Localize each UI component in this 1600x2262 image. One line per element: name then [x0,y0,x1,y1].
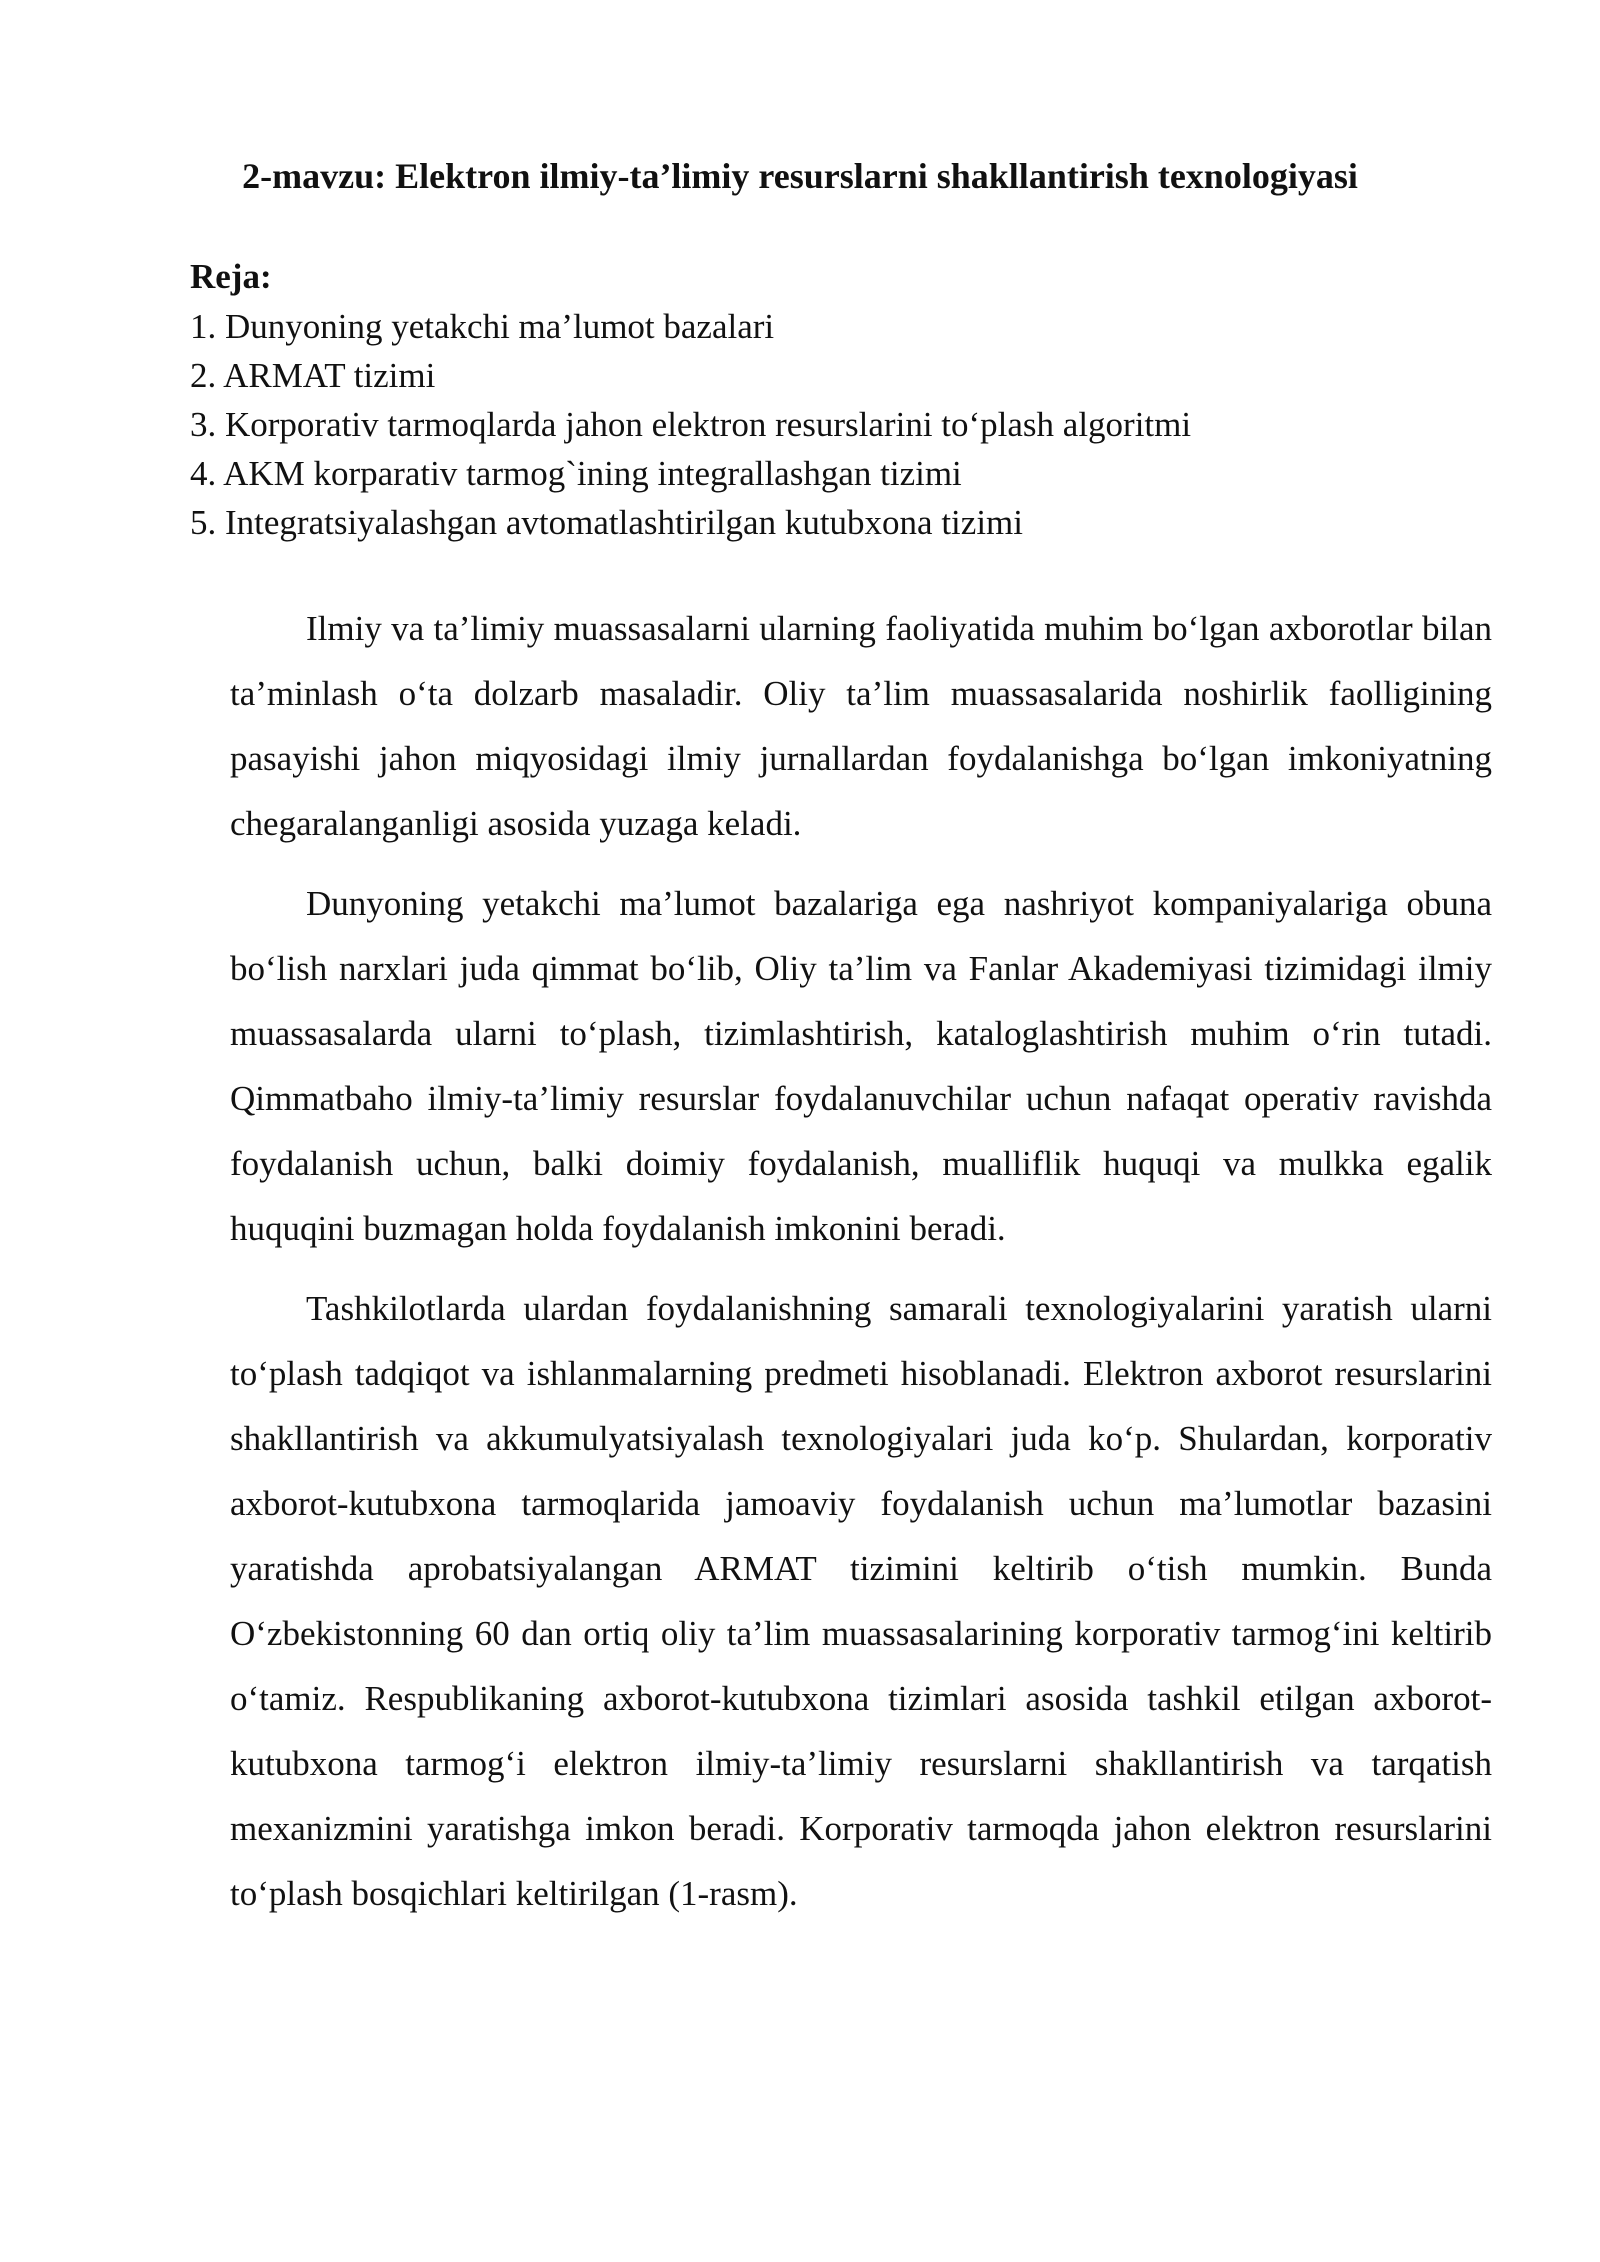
plan-item: 4. AKM korparativ tarmog`ining integrallashgan tizimi [190,454,962,493]
paragraph: Ilmiy va ta’limiy muassasalarni ularning faoliyatida muhim bo‘lgan axborotlar bilan ta’minlash o‘ta dolzarb masaladir. Oliy ta’lim muassasalarida noshirlik faolligining pasayishi jahon miqyosidagi ilmiy jurnallardan foydalanishga bo‘lgan imkoniyatning chegaralanganligi asosida yuzaga keladi. [230,609,1492,843]
body-text [230,596,1492,1941]
plan-item: 3. Korporativ tarmoqlarda jahon elektron resurslarini to‘plash algoritmi [190,405,1192,444]
paragraph: Tashkilotlarda ulardan foydalanishning samarali texnologiyalarini yaratish ularni to‘plash tadqiqot va ishlanmalarning predmeti hisoblanadi. Elektron axborot resurslarini shakllantirish va akkumulyatsiyalash texnologiyalari juda ko‘p. Shulardan, korporativ axborot-kutubxona tarmoqlarida jamoaviy foydalanish uchun ma’lumotlar bazasini yaratishda aprobatsiyalangan ARMAT tizimini keltirib o‘tish mumkin. Bunda O‘zbekistonning 60 dan ortiq oliy ta’lim muassasalarining korporativ tarmog‘ini keltirib o‘tamiz. Respublikaning axborot-kutubxona tizimlari asosida tashkil etilgan axborot-kutubxona tarmog‘i elektron ilmiy-ta’limiy resurslarni shakllantirish va tarqatish mexanizmini yaratishga imkon beradi. Korporativ tarmoqda jahon elektron resurslarini to‘plash bosqichlari keltirilgan (1-rasm). [230,1289,1492,1913]
paragraph: Dunyoning yetakchi ma’lumot bazalariga ega nashriyot kompaniyalariga obuna bo‘lish narxlari juda qimmat bo‘lib, Oliy ta’lim va Fanlar Akademiyasi tizimidagi ilmiy muassasalarda ularni to‘plash, tizimlashtirish, kataloglashtirish muhim o‘rin tutadi. Qimmatbaho ilmiy-ta’limiy resurslar foydalanuvchilar uchun nafaqat operativ ravishda foydalanish uchun, balki doimiy foydalanish, mualliflik huquqi va mulkka egalik huquqini buzmagan holda foydalanish imkonini beradi. [230,884,1492,1248]
document-title: 2-mavzu: Elektron ilmiy-ta’limiy resurslarni shakllantirish texnologiyasi [242,156,1358,196]
plan-item: 1. Dunyoning yetakchi ma’lumot bazalari [190,307,775,346]
plan-section [190,252,1490,547]
plan-heading: Reja: [190,257,272,296]
plan-list [190,302,1490,547]
plan-item: 5. Integratsiyalashgan avtomatlashtirilgan kutubxona tizimi [190,503,1023,542]
plan-item: 2. ARMAT tizimi [190,356,436,395]
